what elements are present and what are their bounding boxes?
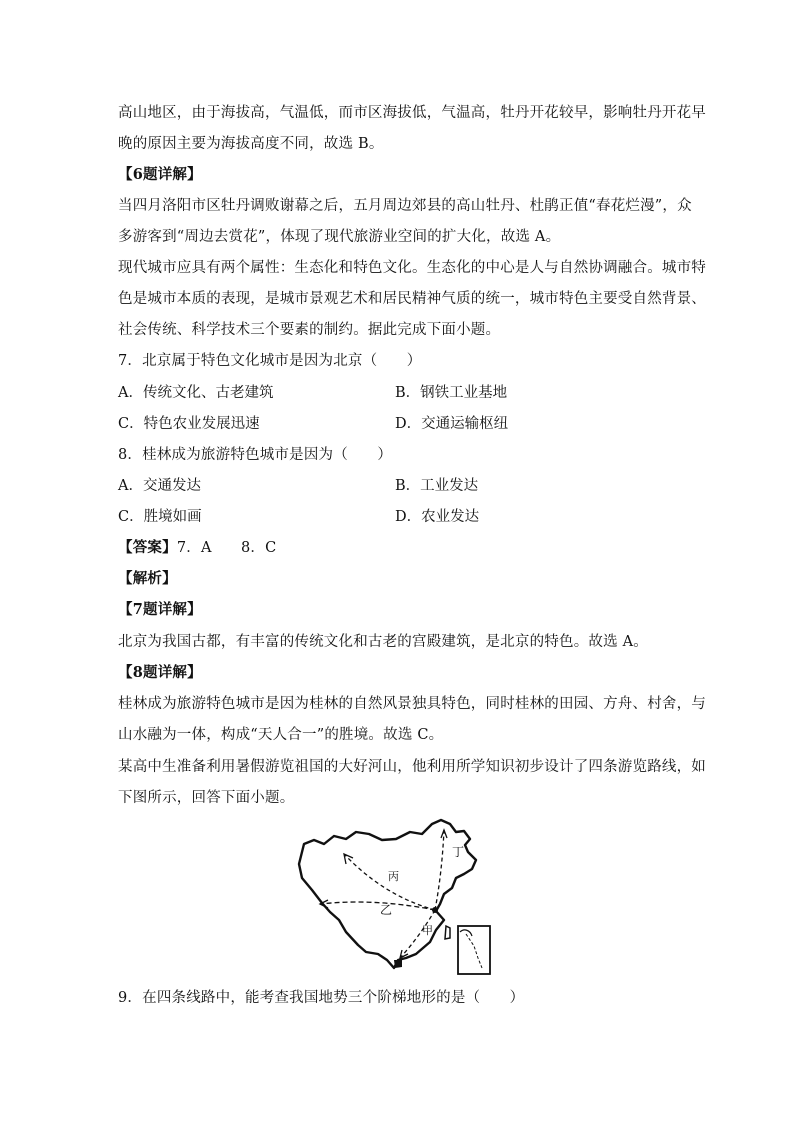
china-route-map: [294, 818, 500, 980]
q7-option-b: B．钢铁工业基地: [395, 385, 508, 401]
paragraph-line: 多游客到“周边去赏花”，体现了现代旅游业空间的扩大化，故选 A。: [118, 229, 561, 245]
china-outline: [299, 820, 476, 968]
south-sea-inset: [458, 926, 490, 974]
paragraph-line: 色是城市本质的表现，是城市景观艺术和居民精神气质的统一，城市特色主要受自然背景、: [118, 291, 706, 307]
section-heading-7: 【7题详解】: [118, 601, 202, 618]
q8-option-a: A．交通发达: [118, 478, 201, 494]
answer-label: 【答案】: [118, 539, 177, 556]
q7-option-a: A．传统文化、古老建筑: [118, 385, 274, 401]
map-label-ding: 丁: [452, 845, 465, 859]
analysis-heading: 【解析】: [118, 570, 177, 587]
inset-coast: [460, 930, 472, 936]
map-label-jia: 甲: [422, 924, 433, 937]
paragraph-line: 高山地区，由于海拔高，气温低，而市区海拔低，气温高，牡丹开花较早，影响牡丹开花早: [118, 105, 706, 121]
paragraph-line: 社会传统、科学技术三个要素的制约。据此完成下面小题。: [118, 322, 501, 338]
map-label-bing: 丙: [388, 870, 399, 883]
q8-option-d: D．农业发达: [395, 509, 480, 525]
intro-line: 下图所示，回答下面小题。: [118, 790, 295, 806]
question-7-stem: 7．北京属于特色文化城市是因为北京（ ）: [118, 353, 422, 369]
question-9-stem: 9．在四条线路中，能考查我国地势三个阶梯地形的是（ ）: [118, 990, 525, 1006]
section-heading-6: 【6题详解】: [118, 166, 202, 183]
route-yi: [320, 902, 435, 910]
inset-dashed-line: [466, 934, 482, 968]
q8-option-b: B．工业发达: [395, 478, 479, 494]
hainan-island: [394, 960, 402, 968]
explanation-7: 北京为我国古都，有丰富的传统文化和古老的宫殿建筑，是北京的特色。故选 A。: [118, 634, 648, 650]
paragraph-line: 现代城市应具有两个属性：生态化和特色文化。生态化的中心是人与自然协调融合。城市特: [118, 260, 706, 276]
explanation-8-line: 桂林成为旅游特色城市是因为桂林的自然风景独具特色，同时桂林的田园、方舟、村舍，与: [118, 696, 706, 712]
question-8-stem: 8．桂林成为旅游特色城市是因为（ ）: [118, 447, 393, 463]
q8-option-c: C．胜境如画: [118, 509, 202, 525]
section-heading-8: 【8题详解】: [118, 664, 202, 681]
explanation-8-line: 山水融为一体，构成“天人合一”的胜境。故选 C。: [118, 727, 444, 743]
taiwan-island: [445, 926, 450, 939]
answer-line: [118, 538, 276, 558]
map-label-yi: 乙: [380, 903, 393, 917]
paragraph-line: 当四月洛阳市区牡丹调败谢幕之后，五月周边郊县的高山牡丹、杜鹃正值“春花烂漫”，众: [118, 198, 692, 214]
q7-option-c: C．特色农业发展迅速: [118, 416, 260, 432]
intro-line: 某高中生准备利用暑假游览祖国的大好河山，他利用所学知识初步设计了四条游览路线，如: [118, 759, 706, 775]
paragraph-line: 晚的原因主要为海拔高度不同，故选 B。: [118, 136, 384, 152]
q7-option-d: D．交通运输枢纽: [395, 416, 509, 432]
answer-text: 7．A 8．C: [176, 540, 277, 556]
